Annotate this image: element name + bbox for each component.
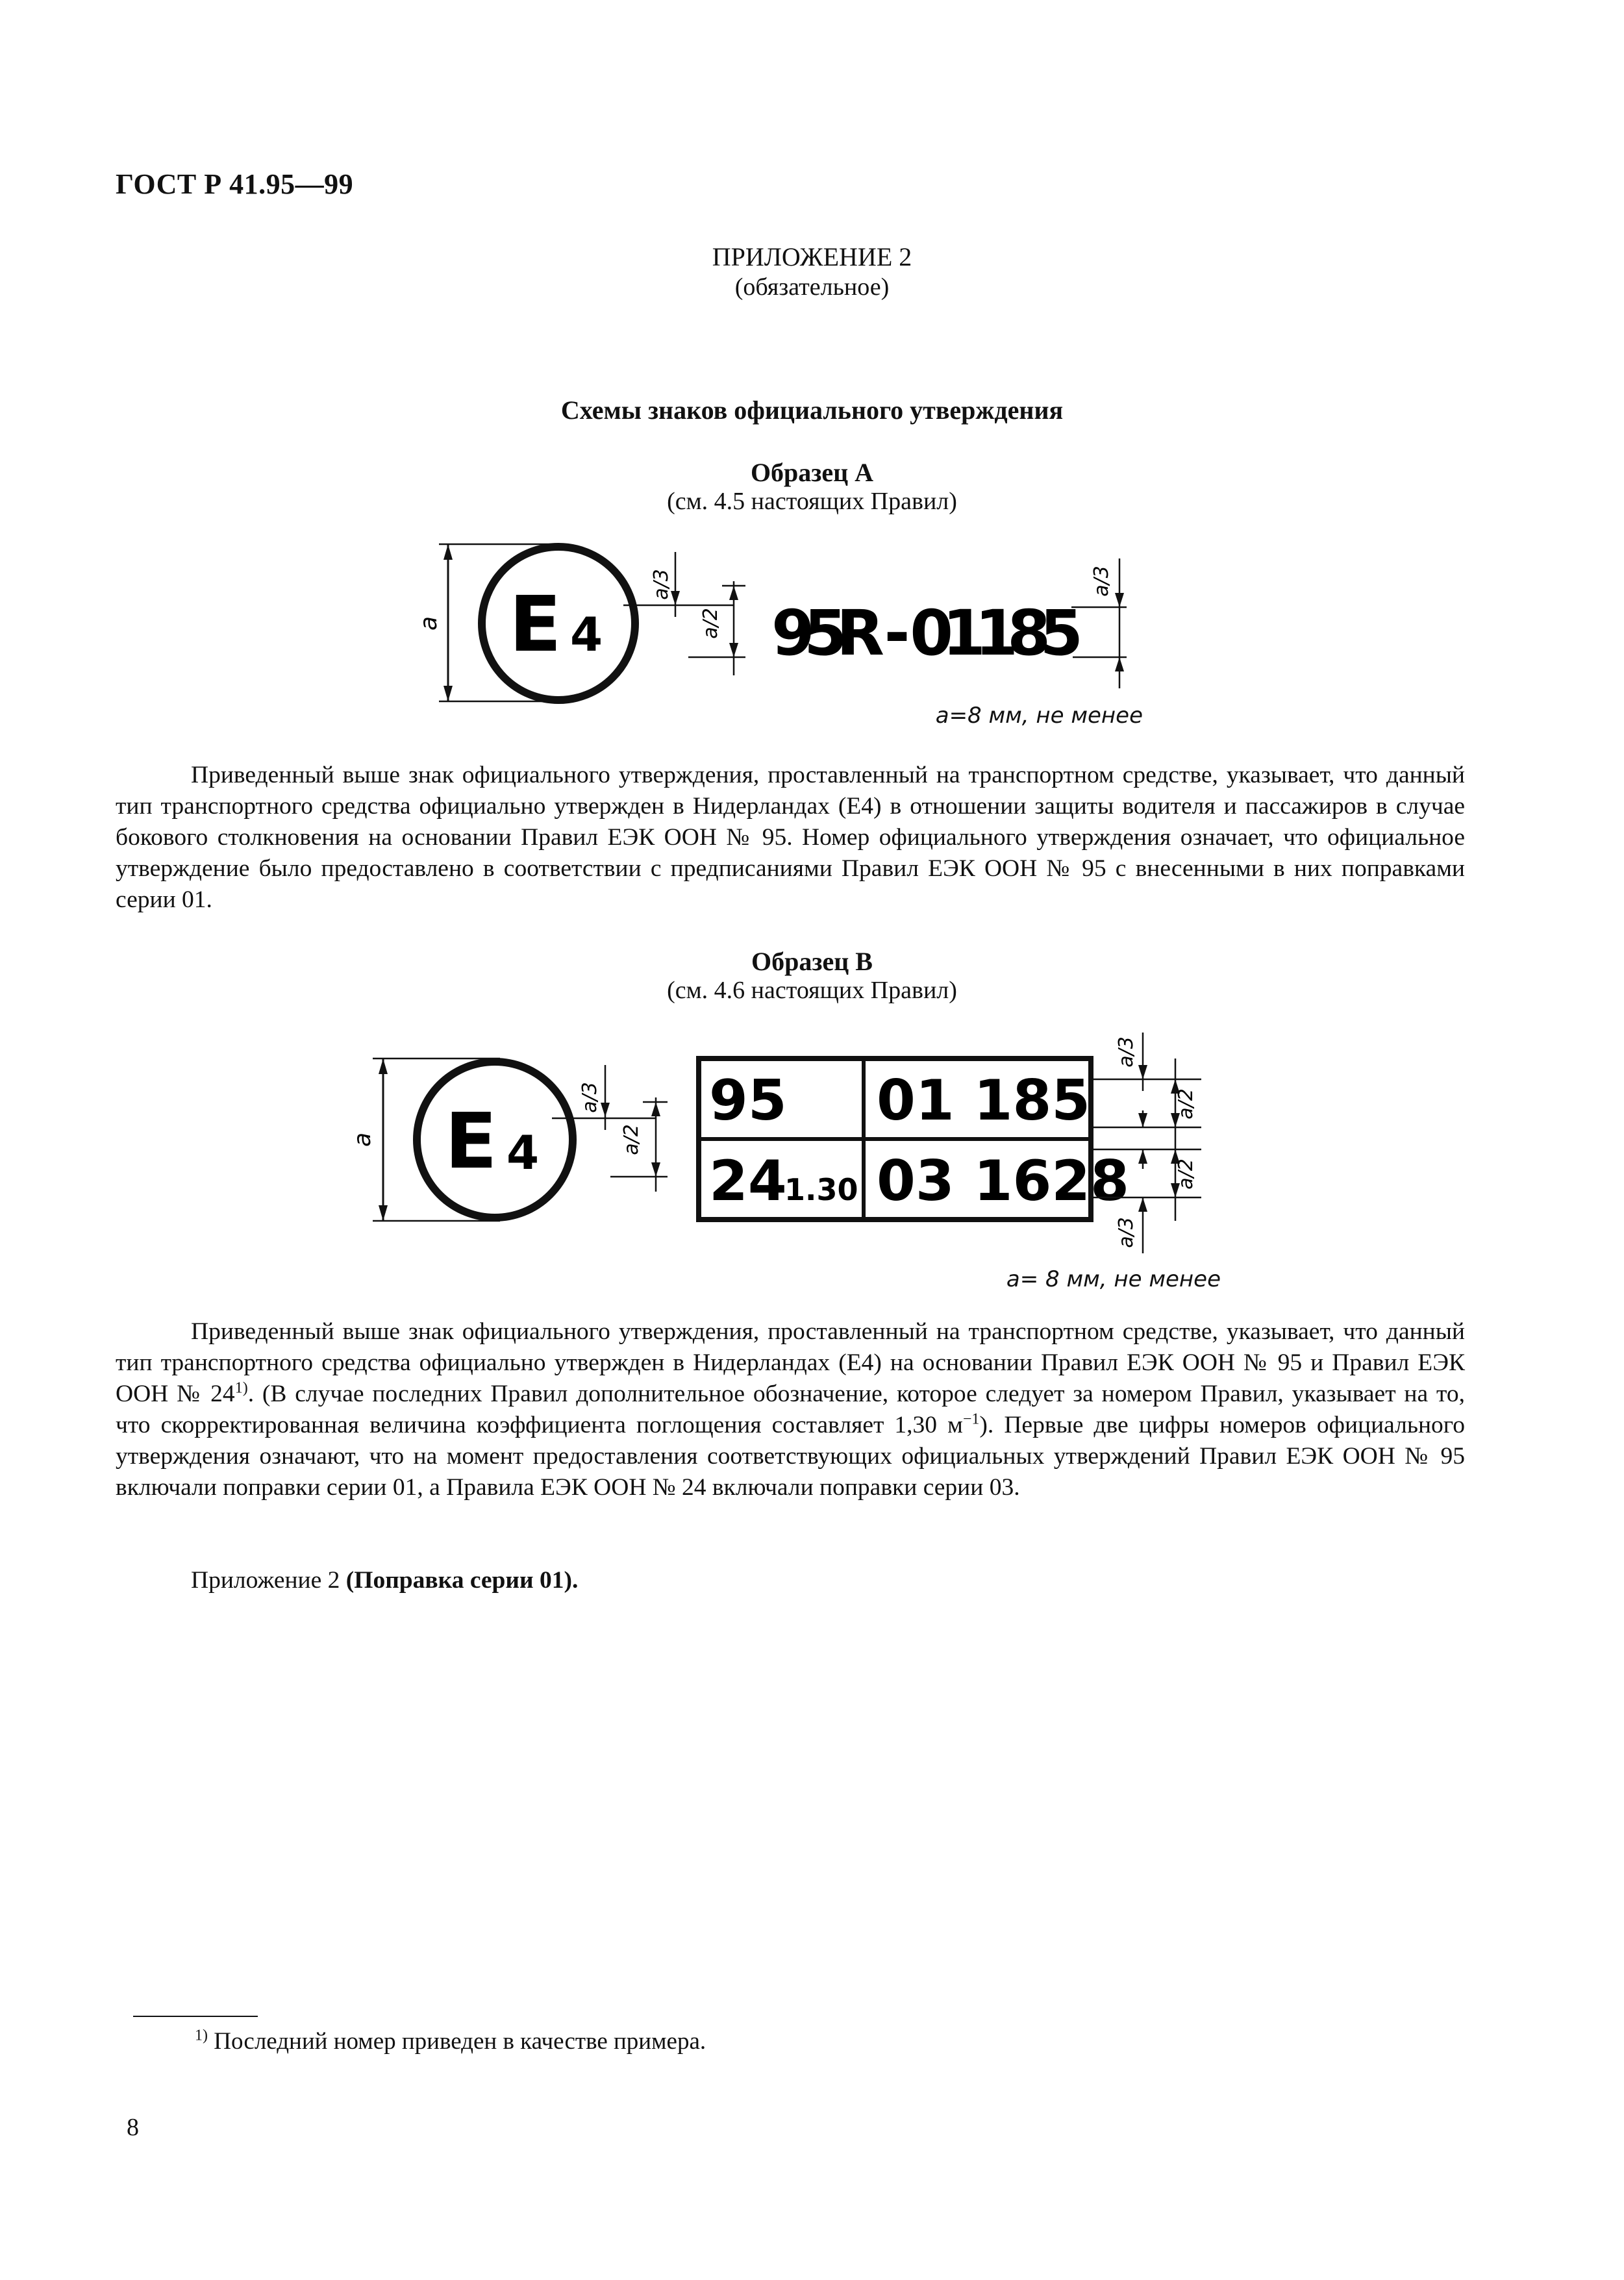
sample-b-cell-r2c2: 03 1628 bbox=[877, 1149, 1129, 1214]
sample-a-dim-a3-left: a/3 bbox=[650, 569, 673, 600]
sample-a-figure bbox=[0, 532, 1624, 714]
footnote-text: Последний номер приведен в качестве примера. bbox=[208, 2028, 706, 2055]
sample-a-dim-a: a bbox=[416, 616, 442, 631]
sample-b-dim-a2-bottom: a/2 bbox=[1175, 1159, 1197, 1190]
sample-b-dim-a2-top: a/2 bbox=[1175, 1088, 1197, 1120]
sample-b-dim-a3-left: a/3 bbox=[579, 1082, 601, 1113]
paragraph-3 bbox=[116, 1565, 1465, 1596]
paragraph-2-part-3: ). Первые две цифры номеров официального утверждения означают, что на момент предоставления соответствующих официальных утверждений Правил ЕЭК ООН № 95 включали поправки серии 01, а Правила ЕЭК ООН № 24 включали поправки серии 03. bbox=[116, 1412, 1465, 1501]
footnote-mark: 1) bbox=[195, 2027, 208, 2044]
sample-a-approval-number: 95R - 01185 bbox=[771, 597, 1083, 670]
sample-b-cell-r1c2: 01 185 bbox=[877, 1068, 1091, 1133]
unit-exponent: −1 bbox=[962, 1410, 980, 1428]
sample-a-title: Образец А bbox=[750, 458, 874, 487]
sample-b-dim-a3-top: a/3 bbox=[1115, 1036, 1138, 1068]
sample-b-title: Образец В bbox=[751, 947, 873, 976]
sample-b-cell-r1c1: 95 bbox=[709, 1068, 787, 1133]
paragraph-3-bold: (Поправка серии 01). bbox=[345, 1567, 579, 1594]
footnote-separator bbox=[133, 2016, 258, 2017]
sample-b-reference: (см. 4.6 настоящих Правил) bbox=[667, 977, 957, 1004]
sample-b-dim-a3-bottom: a/3 bbox=[1115, 1217, 1138, 1248]
sample-b-dim-a: a bbox=[349, 1132, 376, 1147]
sample-a-dim-a2: a/2 bbox=[699, 608, 722, 639]
paragraph-2-part-1: Приведенный выше знак официального утверждения, проставленный на транспортном средстве, указывает, что данный тип транспортного средства официально утвержден в Нидерландах (Е4) на основании Правил ЕЭК ООН № 95 и Правил ЕЭК ООН № 24 bbox=[116, 1318, 1465, 1407]
sample-a-dim-a3-right: a/3 bbox=[1090, 566, 1113, 597]
sample-a-mark-country: 4 bbox=[570, 607, 603, 662]
annex-title: ПРИЛОЖЕНИЕ 2 bbox=[712, 242, 912, 271]
section-title: Схемы знаков официального утверждения bbox=[560, 395, 1064, 425]
footnote bbox=[195, 2027, 706, 2055]
footnote-ref: 1) bbox=[234, 1379, 248, 1397]
sample-b-dim-a2-left: a/2 bbox=[620, 1124, 643, 1155]
page-number: 8 bbox=[127, 2114, 139, 2141]
document-header: ГОСТ Р 41.95—99 bbox=[116, 168, 354, 200]
paragraph-3-text: Приложение 2 bbox=[191, 1567, 346, 1594]
sample-a-mark-letter: E bbox=[509, 579, 562, 669]
sample-b-mark-letter: E bbox=[445, 1096, 497, 1186]
sample-a-reference: (см. 4.5 настоящих Правил) bbox=[667, 488, 957, 515]
sample-a-note: a=8 мм, не менее bbox=[935, 703, 1143, 729]
paragraph-2 bbox=[116, 1316, 1465, 1503]
annex-subtitle: (обязательное) bbox=[734, 273, 890, 301]
paragraph-2-part-2: . (В случае последних Правил дополнительное обозначение, которое следует за номером Правил, указывает на то, что скорректированная величина коэффициента поглощения составляет 1,30 м bbox=[116, 1381, 1466, 1438]
sample-b-mark-country: 4 bbox=[506, 1125, 540, 1180]
paragraph-1: Приведенный выше знак официального утверждения, проставленный на транспортном средстве, указывает, что данный тип транспортного средства официально утвержден в Нидерландах (Е4) в отношении защиты водителя и пассажиров в случае бокового столкновения на основании Правил ЕЭК ООН № 95. Номер официального утверждения означает, что официальное утверждение было предоставлено в соответствии с предписаниями Правил ЕЭК ООН № 95 с внесенными в них поправками серии 01. bbox=[116, 762, 1465, 913]
sample-b-note: a= 8 мм, не менее bbox=[1006, 1266, 1221, 1292]
sample-b-figure bbox=[0, 1020, 1624, 1266]
sample-b-cell-r2c1-sub: 1.30 bbox=[784, 1172, 858, 1207]
sample-b-cell-r2c1: 24 bbox=[709, 1149, 787, 1214]
